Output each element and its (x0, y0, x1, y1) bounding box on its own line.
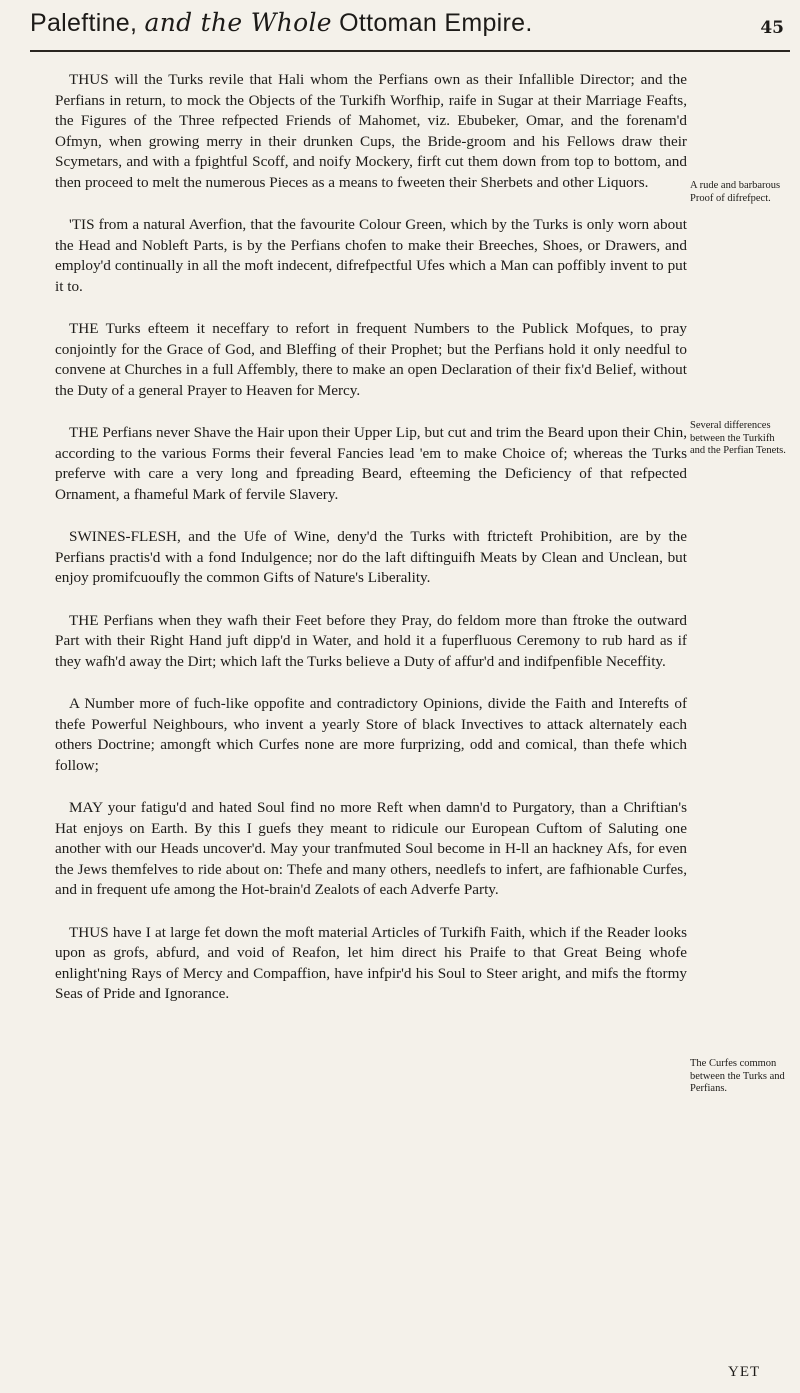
paragraph-8: MAY your fatigu'd and hated Soul find no more Reft when damn'd to Purgatory, than a Chriftian's Hat enjoys on Earth. By this I guefs they meant to ridicule our European Cuftom of Saluting one another with our Heads uncover'd. May your tranfmuted Soul become in H-ll an hackney Afs, for even the Jews themfelves to ride about on: Thefe and many others, needlefs to infert, are fafhionable Curfes, and in frequent ufe among the Hot-brain'd Zealots of each Adverfe Party. (55, 799, 687, 898)
main-text (55, 70, 687, 1027)
title-part-1: Paleftine, (30, 9, 145, 37)
margin-note-1: A rude and barbarous Proof of difrefpect. (690, 180, 781, 204)
paragraph-5: SWINES-FLESH, and the Ufe of Wine, deny'd the Turks with ftricteft Prohibition, are by the Perfians practis'd with a fond Indulgence; nor do the laft diftinguifh Meats by Clean and Unclean, but enjoy promifcuoufly the common Gifts of Nature's Liberality. (55, 528, 687, 586)
paragraph-4: THE Perfians never Shave the Hair upon their Upper Lip, but cut and trim the Beard upon their Chin, according to the various Forms their feveral Fancies lead 'em to make Choice of; whereas the Turks preferve with care a very long and fpreading Beard, efteeming the Deficiency of that refpected Ornament, a fhameful Mark of fervile Slavery. (55, 424, 687, 503)
paragraph-3: THE Turks efteem it neceffary to refort in frequent Numbers to the Publick Mofques, to pray conjointly for the Grace of God, and Bleffing of their Prophet; but the Perfians hold it only needful to convene at Churches in a full Affembly, there to make an open Declaration of their fix'd Belief, without the Duty of a general Prayer to Heaven for Mercy. (55, 320, 687, 399)
title-part-3: Ottoman Empire. (331, 9, 533, 37)
paragraph-1: THUS will the Turks revile that Hali whom the Perfians own as their Infallible Director; and the Perfians in return, to mock the Objects of the Turkifh Worfhip, raife in Sugar at their Marriage Feafts, the Figures of the Three refpected Friends of Mahomet, viz. Ebubeker, Omar, and the forenam'd Ofmyn, when growing merry in their drunken Cups, the Bride-groom and his Fellows draw their Scymetars, and with a fpightful Scoff, and noify Mockery, firft cut them down from top to bottom, and then proceed to melt the numerous Pieces as a means to fweeten their Sherbets and other Liquors. (55, 71, 687, 191)
running-header (30, 6, 790, 52)
paragraph-9: THUS have I at large fet down the moft material Articles of Turkifh Faith, which if the Reader looks upon as grofs, abfurd, and void of Reafon, let him direct his Praife to that Great Being whofe enlight'ning Rays of Mercy and Compaffion, have infpir'd his Soul to Steer aright, and mifs the ftormy Seas of Pride and Ignorance. (55, 923, 687, 1002)
paragraph-7: A Number more of fuch-like oppofite and contradictory Opinions, divide the Faith and Interefts of thefe Powerful Neighbours, who invent a yearly Store of black Invectives to attack alternately each others Doctrine; amongft which Curfes none are more furprizing, odd and comical, than thefe which follow; (55, 695, 687, 774)
margin-note-3: The Curfes common between the Turks and Perfians. (690, 1058, 785, 1094)
page-number: 45 (760, 18, 784, 38)
margin-note-2: Several differences between the Turkifh and the Perfian Tenets. (690, 420, 786, 456)
catchword: YET (728, 1364, 761, 1380)
paragraph-6: THE Perfians when they wafh their Feet before they Pray, do feldom more than ftroke the outward Part with their Right Hand juft dipp'd in Water, and hold it a fuperfluous Ceremony to rub hard as if they wafh'd away the Dirt; which laft the Turks believe a Duty of affur'd and indifpenfible Neceffity. (55, 611, 687, 670)
running-title (30, 8, 533, 38)
paragraph-2: 'TIS from a natural Averfion, that the favourite Colour Green, which by the Turks is only worn about the Head and Nobleft Parts, is by the Perfians chofen to make their Breeches, Shoes, or Drawers, and employ'd continually in all the moft indecent, difrefpectful Ufes which a Man can poffibly invent to put it to. (55, 216, 687, 295)
title-part-2: and the Whole (144, 8, 332, 37)
